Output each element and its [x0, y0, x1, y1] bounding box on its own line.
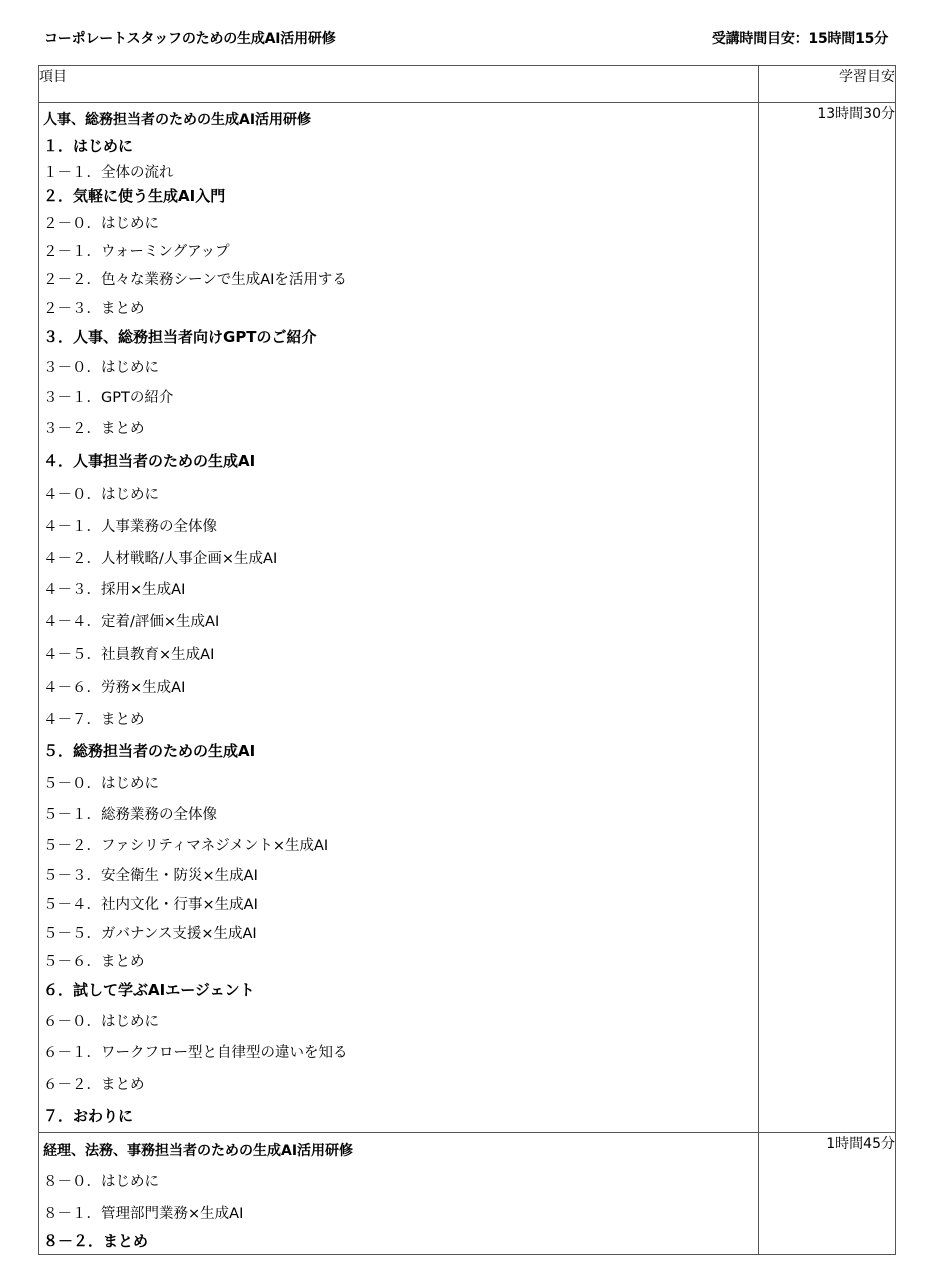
subsection-item: ５－５．ガバナンス支援×生成AI: [43, 925, 257, 942]
course-items-cell: [39, 103, 759, 1133]
subsection-item: ４－４．定着/評価×生成AI: [43, 614, 220, 630]
course-time-cell: 13時間30分: [759, 103, 896, 1133]
section-heading: ６．試して学ぶAIエージェント: [43, 981, 255, 999]
course-title: 人事、総務担当者のための生成AI活用研修: [43, 112, 312, 128]
subsection-item: ４－３．採用×生成AI: [43, 582, 186, 598]
table-row: [39, 1133, 896, 1255]
subsection-item: ３－２．まとめ: [43, 421, 145, 437]
subsection-item: ４－０．はじめに: [43, 486, 159, 503]
section-heading: ７．おわりに: [43, 1106, 134, 1125]
subsection-item: ８－０．はじめに: [43, 1173, 159, 1190]
section-heading: ４．人事担当者のための生成AI: [43, 451, 256, 470]
subsection-item: ２－１．ウォーミングアップ: [43, 243, 230, 260]
section-heading: １．はじめに: [43, 137, 134, 155]
subsection-item: ２－３．まとめ: [43, 301, 145, 317]
subsection-item: ８－１．管理部門業務×生成AI: [43, 1205, 244, 1222]
subsection-item: ２－０．はじめに: [43, 215, 159, 232]
total-study-time: 受講時間目安：15時間15分: [711, 31, 888, 47]
section-heading: ８－２．まとめ: [43, 1231, 149, 1250]
curriculum-table: [38, 65, 896, 1255]
subsection-item: ５－３．安全衛生・防災×生成AI: [43, 867, 258, 884]
subsection-item: ４－７．まとめ: [43, 711, 145, 728]
subsection-item: ５－６．まとめ: [43, 953, 145, 970]
subsection-item: ５－１．総務業務の全体像: [43, 807, 217, 823]
subsection-item: ５－０．はじめに: [43, 775, 159, 792]
subsection-item: ２－２．色々な業務シーンで生成AIを活用する: [43, 272, 347, 288]
item-list: [39, 103, 758, 1132]
subsection-item: ４－６．労務×生成AI: [43, 679, 186, 696]
subsection-item: ５－４．社内文化・行事×生成AI: [43, 897, 258, 913]
subsection-item: ６－１．ワークフロー型と自律型の違いを知る: [43, 1045, 348, 1061]
subsection-item: ４－１．人事業務の全体像: [43, 519, 217, 535]
page-title: コーポレートスタッフのための生成AI活用研修: [44, 31, 336, 47]
subsection-item: ３－１．GPTの紹介: [43, 390, 174, 406]
subsection-item: ５－２．ファシリティマネジメント×生成AI: [43, 837, 329, 854]
section-heading: ５．総務担当者のための生成AI: [43, 741, 256, 760]
subsection-item: １－１．全体の流れ: [43, 164, 174, 181]
column-header-item: 項目: [39, 66, 759, 103]
table-header-row: [39, 66, 896, 103]
subsection-item: ６－２．まとめ: [43, 1077, 145, 1093]
course-items-cell: [39, 1133, 759, 1255]
course-time-cell: 1時間45分: [759, 1133, 896, 1255]
section-heading: ３．人事、総務担当者向けGPTのご紹介: [43, 328, 317, 346]
column-header-time: 学習目安: [759, 66, 896, 103]
subsection-item: ４－２．人材戦略/人事企画×生成AI: [43, 551, 278, 567]
subsection-item: ３－０．はじめに: [43, 359, 159, 376]
subsection-item: ６－０．はじめに: [43, 1014, 159, 1030]
course-title: 経理、法務、事務担当者のための生成AI活用研修: [43, 1143, 354, 1159]
subsection-item: ４－５．社員教育×生成AI: [43, 647, 215, 663]
item-list: [39, 1133, 758, 1254]
section-heading: ２．気軽に使う生成AI入門: [43, 187, 226, 205]
table-row: [39, 103, 896, 1133]
